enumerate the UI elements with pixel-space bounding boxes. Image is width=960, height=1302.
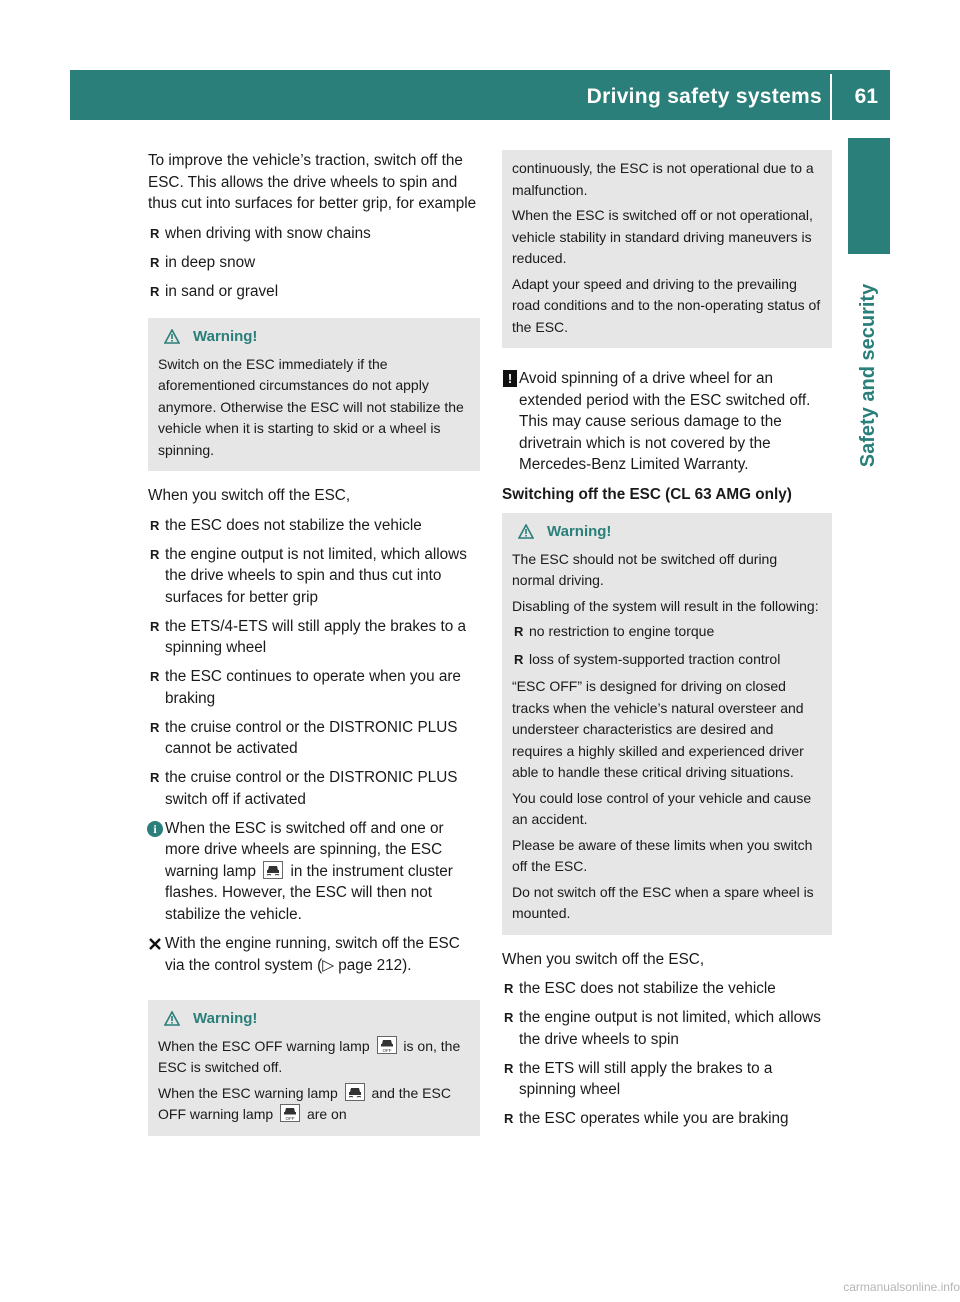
warning-title: Warning! — [193, 1010, 258, 1027]
list-item: R the ESC does not stabilize the vehicle — [148, 515, 480, 537]
page-ref-arrow-icon: ▷ — [322, 956, 335, 974]
bullet-mark: R — [150, 254, 160, 270]
warning-header — [158, 326, 470, 348]
footer-watermark: carmanualsonline.info — [843, 1280, 960, 1294]
list-item: R the ETS will still apply the brakes to a spinning wheel — [504, 1059, 773, 1098]
bullet-mark: R — [150, 719, 160, 735]
list-item: R the cruise control or the DISTRONIC PLUS cannot be activated — [150, 718, 458, 757]
header-bar — [70, 70, 890, 120]
bullet-mark: R — [150, 669, 160, 684]
page-reference-link[interactable]: page 212). — [334, 956, 412, 974]
warning-text: Do not switch off the ESC when a spare wheel is mounted. — [512, 883, 814, 921]
warning-box — [148, 318, 480, 471]
warning-triangle-icon — [518, 524, 534, 539]
bullet-mark: R — [514, 651, 524, 667]
switch-off-intro: When you switch off the ESC, — [502, 950, 705, 968]
bullet-mark: R — [514, 624, 524, 639]
warning-triangle-icon — [164, 329, 180, 344]
bullet-mark: R — [504, 1010, 514, 1025]
warning-text: Disabling of the system will result in the following: — [512, 597, 819, 614]
damage-note — [502, 368, 832, 476]
section-subheading: Switching off the ESC (CL 63 AMG only) — [502, 485, 792, 503]
warning-title: Warning! — [193, 328, 258, 345]
warning-text: Adapt your speed and driving to the prevailing road conditions and to the non-operating status of the ESC. — [512, 275, 821, 335]
list-item: R the ESC does not stabilize the vehicle — [502, 978, 832, 1000]
list-item: R the engine output is not limited, which allows the drive wheels to spin — [504, 1009, 821, 1048]
intro-paragraph: To improve the vehicle’s traction, switch off the ESC. This allows the drive wheels to spin and thus cut into surfaces for better grip, for example — [148, 152, 477, 212]
list-item: R in deep snow — [148, 252, 480, 274]
section-title: Driving safety systems — [586, 85, 822, 108]
warning-text: When the ESC is switched off or not operational, vehicle stability in standard driving maneuvers is reduced. — [512, 207, 813, 266]
header-divider — [830, 74, 832, 120]
esc-warning-lamp-icon — [345, 1083, 365, 1101]
warning-header — [158, 1008, 470, 1030]
left-column — [148, 150, 480, 1136]
step-x-icon — [149, 938, 161, 950]
esc-off-lamp-icon — [377, 1036, 397, 1054]
side-tab-label — [849, 262, 889, 488]
warning-box — [148, 1000, 480, 1136]
warning-box-continued — [502, 150, 832, 348]
info-note — [148, 818, 480, 926]
info-text-pre: When the ESC is switched off and one or more drive wheels are spinning, the ESC warning lamp — [165, 819, 444, 880]
page-number: 61 — [854, 85, 878, 108]
warning-text: When the ESC OFF warning lamp OFF is on, the ESC is switched off. — [158, 1037, 461, 1075]
svg-text:OFF: OFF — [285, 1116, 295, 1121]
warning-text: When the ESC warning lamp and the ESC OFF warning lamp OFF are on — [158, 1084, 451, 1122]
bullet-mark: R — [150, 618, 160, 634]
warning-title: Warning! — [547, 523, 612, 540]
esc-off-lamp-icon — [280, 1104, 300, 1122]
warning-box — [502, 513, 832, 935]
list-item: R the ETS/4-ETS will still apply the brakes to a spinning wheel — [150, 617, 466, 656]
warning-text: Switch on the ESC immediately if the aforementioned circumstances do not apply anymore. Otherwise the ESC will not stabilize the vehicle when it is starting to skid or a wheel is spinning. — [158, 355, 464, 458]
bullet-mark: R — [150, 770, 160, 785]
list-item: R the engine output is not limited, which allows the drive wheels to spin and thus cut into surfaces for better grip — [150, 545, 467, 606]
warning-header — [512, 521, 822, 543]
warning-text: “ESC OFF” is designed for driving on closed tracks when the vehicle’s natural oversteer and understeer characteristics are desired and requires a highly skilled and experienced driver able to handle these critical driving situations. — [512, 678, 804, 780]
warning-text: The ESC should not be switched off during normal driving. — [512, 550, 778, 588]
list-item: R the ESC continues to operate when you are braking — [150, 668, 461, 707]
bullet-mark: R — [150, 517, 160, 533]
side-tab-marker — [848, 138, 890, 254]
side-tab-label-text: Safety and security — [857, 283, 880, 467]
bullet-mark: R — [150, 546, 160, 562]
note-text: Avoid spinning of a drive wheel for an extended period with the ESC switched off. This may cause serious damage to the drivetrain which is not covered by the Mercedes-Benz Limited Warranty. — [519, 370, 811, 473]
bullet-mark: R — [504, 1060, 514, 1076]
instruction-step — [148, 933, 480, 976]
bullet-mark: R — [504, 1111, 514, 1126]
right-column — [502, 150, 832, 1137]
list-item: R when driving with snow chains — [148, 223, 480, 245]
warning-triangle-icon — [164, 1011, 180, 1026]
list-item: R no restriction to engine torque — [512, 621, 822, 643]
info-text-post: in the instrument cluster flashes. However, the ESC will then not stabilize the vehicle. — [165, 862, 453, 923]
bullet-mark: R — [504, 981, 514, 996]
step-text: With the engine running, switch off the ESC via the control system ( — [165, 935, 460, 974]
list-item: R loss of system-supported traction control — [512, 649, 822, 671]
bullet-mark: R — [150, 283, 160, 299]
switch-off-intro: When you switch off the ESC, — [148, 487, 351, 504]
list-item: R the cruise control or the DISTRONIC PLUS switch off if activated — [150, 769, 458, 808]
esc-warning-lamp-icon — [263, 861, 283, 879]
info-icon: i — [147, 821, 163, 837]
list-item: R the ESC operates while you are braking — [502, 1108, 832, 1130]
list-item: R in sand or gravel — [148, 281, 480, 303]
warning-text: continuously, the ESC is not operational due to a malfunction. — [512, 160, 814, 198]
warning-text: Please be aware of these limits when you switch off the ESC. — [512, 836, 813, 874]
svg-text:OFF: OFF — [382, 1047, 392, 1053]
exclamation-icon: ! — [503, 370, 517, 387]
bullet-mark: R — [150, 225, 160, 241]
warning-text: You could lose control of your vehicle and cause an accident. — [512, 789, 812, 827]
